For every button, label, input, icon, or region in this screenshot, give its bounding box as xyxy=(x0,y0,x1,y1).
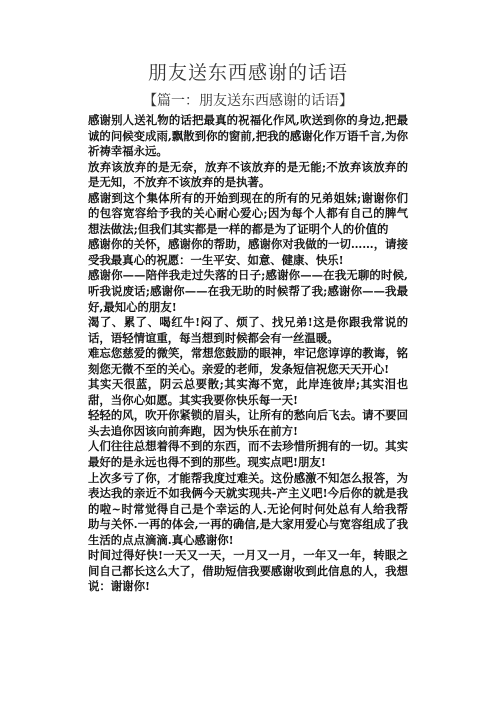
paragraph: 感谢你的关怀，感谢你的帮助，感谢你对我做的一切……，请接受我最真心的祝愿：一生平安、如意、健康、快乐! xyxy=(88,237,408,267)
paragraph: 感谢你——陪伴我走过失落的日子;感谢你——在我无聊的时候,听我说废话;感谢你——在我无助的时候帮了我;感谢你——我最好,最知心的朋友! xyxy=(88,268,408,314)
paragraph: 感谢到这个集体所有的开始到现在的所有的兄弟姐妹;谢谢你们的包容宽容给予我的关心耐心爱心;因为每个人都有自己的脾气想法做法;但我们其实都是一样的都是为了证明个人的价值的 xyxy=(88,190,408,236)
paragraph: 感谢别人送礼物的话把最真的祝福化作风,吹送到你的身边,把最诚的问候变成雨,飘散到你的窗前,把我的感谢化作万语千言,为你祈祷幸福永远。 xyxy=(88,113,408,159)
paragraph: 上次多亏了你，才能帮我度过难关。这份感激不知怎么报答，为表达我的亲近不如我俩今天就实现共-产主义吧!今后你的就是我的啦~时常觉得自己是个幸运的人.无论何时何处总有人给我帮助与关怀.一再的体会,一再的确信,是大家用爱心与宽容组成了我生活的点点滴滴.真心感谢你! xyxy=(88,470,408,547)
paragraph: 放弃该放弃的是无奈，放弃不该放弃的是无能;不放弃该放弃的是无知，不放弃不该放弃的是执著。 xyxy=(88,159,408,190)
section-heading: 【篇一：朋友送东西感谢的话语】 xyxy=(143,93,353,109)
paragraph: 轻轻的风，吹开你紧锁的眉头，让所有的愁向后飞去。请不要回头去追你因该向前奔跑，因为快乐在前方! xyxy=(88,408,408,438)
page-title: 朋友送东西感谢的话语 xyxy=(147,62,348,84)
paragraph: 渴了、累了、喝红牛!闷了、烦了、找兄弟!这是你跟我常说的话，语轻情谊重，每当想到时候都会有一丝温暖。 xyxy=(88,315,408,345)
paragraph: 时间过得好快!一天又一天，一月又一月，一年又一年，转眼之间自己都长这么大了，借助短信我要感谢收到此信息的人，我想说：谢谢你! xyxy=(88,548,408,594)
paragraph: 其实天很蓝，阴云总要散;其实海不宽，此岸连彼岸;其实泪也甜，当你心如愿。其实我要你快乐每一天! xyxy=(88,377,408,407)
paragraph: 难忘您慈爱的微笑，常想您鼓励的眼神，牢记您谆谆的教诲，铭刻您无微不至的关心。亲爱的老师，发条短信祝您天天开心! xyxy=(88,346,408,376)
paragraph: 人们往往总想着得不到的东西，而不去珍惜所拥有的一切。其实最好的是永远也得不到的那些。现实点吧!朋友! xyxy=(88,439,408,470)
document-body xyxy=(88,113,408,595)
